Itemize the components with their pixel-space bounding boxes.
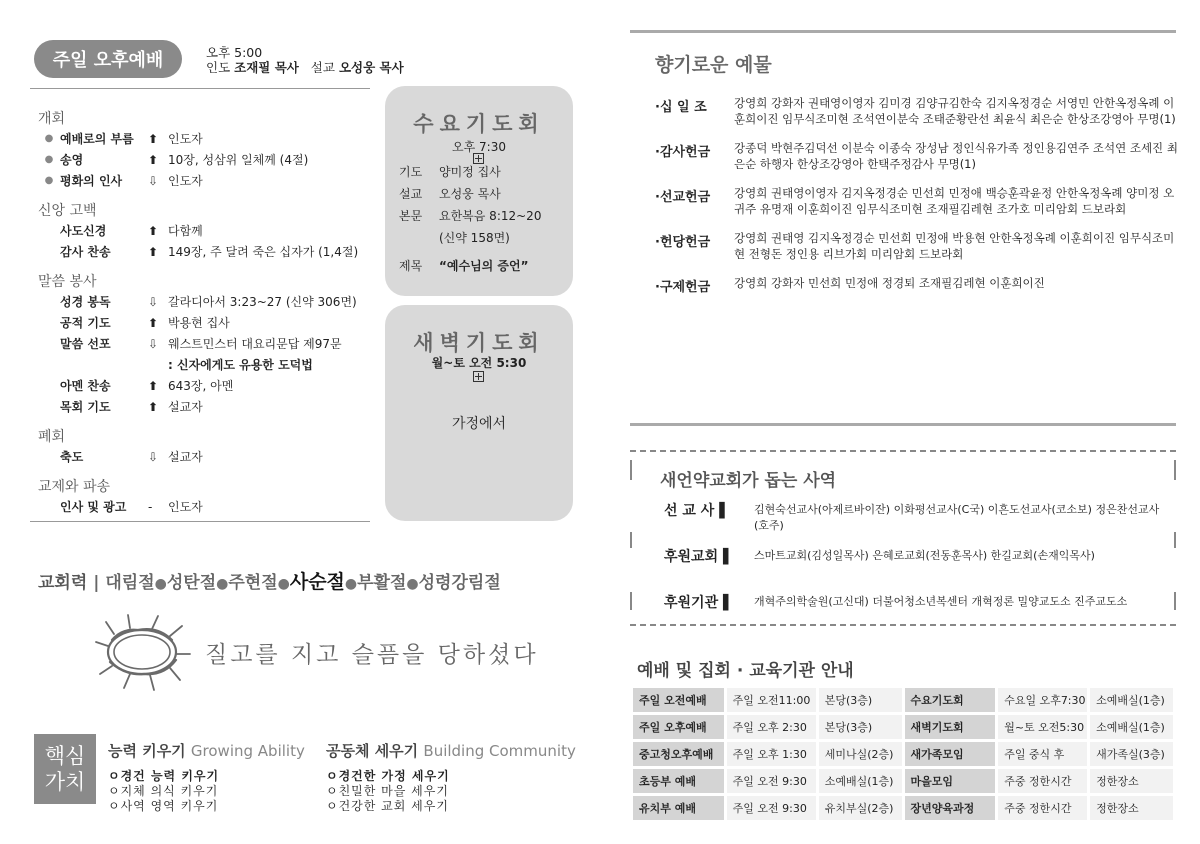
- community-title-en: Building Community: [423, 742, 576, 760]
- cross-plus-icon: [473, 371, 484, 382]
- schedule-place: 정한장소: [1090, 796, 1173, 820]
- missions-box: [630, 450, 1176, 626]
- order-item-value: 인도자: [168, 174, 203, 188]
- dash-icon: -: [148, 499, 153, 514]
- calendar-theme: 질고를 지고 슬픔을 당하셨다: [205, 642, 539, 668]
- order-item-value: 설교자: [168, 400, 203, 414]
- wednesday-time: 오후 7:30: [452, 140, 506, 154]
- order-item-value: 인도자: [168, 132, 203, 146]
- order-item: [38, 375, 378, 396]
- season: 주현절: [228, 573, 278, 593]
- service-time: 오후 5:00: [206, 45, 263, 60]
- stand-up-arrow-icon: ⬆: [148, 131, 159, 146]
- schedule-time: 주중 정한시간: [998, 796, 1087, 820]
- offering-label: ·헌당헌금: [655, 235, 711, 250]
- order-item: [38, 149, 378, 170]
- order-of-worship: [38, 108, 378, 517]
- order-item-value: 설교자: [168, 450, 203, 464]
- schedule-place: 본당(3층): [819, 715, 902, 739]
- offering-names: 강종덕 박현주김덕선 이분숙 이종숙 장성남 정인식유가족 정인용김연주 조석연 조세진 최은순 하행자 한상조강영아 한택주정감사 무명(1): [734, 141, 1178, 171]
- sit-down-arrow-icon: ⇩: [148, 294, 159, 309]
- wednesday-row-label: [399, 229, 427, 251]
- schedule-row: [633, 796, 1173, 820]
- offering-row: [655, 230, 1180, 262]
- offering-label: ·구제헌금: [655, 280, 711, 295]
- schedule-row: [633, 715, 1173, 739]
- schedule-title: 예배 및 집회 · 교육기관 안내: [637, 661, 854, 681]
- calendar-label: 교회력: [38, 573, 88, 593]
- mission-label-text: 선 교 사: [664, 503, 715, 519]
- mission-names: 스마트교회(김성일목사) 은혜로교회(전동훈목사) 한길교회(손재익목사): [754, 549, 1095, 562]
- wednesday-row-value: “예수님의 증언”: [439, 259, 529, 273]
- schedule-name: 중고청오후예배: [633, 742, 724, 766]
- core-values-label: [34, 734, 96, 804]
- wednesday-row: [399, 163, 569, 185]
- offering-label: ·십 일 조: [655, 100, 707, 115]
- schedule-name: 수요기도회: [905, 688, 996, 712]
- stand-up-arrow-icon: ⬆: [148, 378, 159, 393]
- stand-up-arrow-icon: ⬆: [148, 399, 159, 414]
- order-item-value: 웨스트민스터 대요리문답 제97문: [168, 337, 342, 351]
- core-values-community: [326, 740, 576, 814]
- season: 부활절: [357, 573, 407, 593]
- offerings-title: 향기로운 예물: [655, 54, 772, 76]
- offering-row: [655, 95, 1180, 127]
- mission-names: 개혁주의학술원(고신대) 더불어청소년복센터 개혁정론 밀양교도소 진주교도소: [754, 595, 1128, 608]
- wednesday-row: [399, 185, 569, 207]
- schedule-name: 주일 오후예배: [633, 715, 724, 739]
- schedule-time: 주일 오후 1:30: [727, 742, 816, 766]
- core-value-item: ㅇ경건한 가정 세우기: [326, 769, 450, 783]
- wednesday-row: [399, 207, 569, 229]
- core-values-ability: [108, 740, 305, 814]
- schedule-name: 초등부 예배: [633, 769, 724, 793]
- core-value-item: ㅇ사역 영역 키우기: [108, 799, 219, 813]
- offering-names: 강영희 권태영 김지옥정경순 민선희 민정애 박용현 안한옥정옥례 이훈희이진 임무식조미현 전형돈 정인용 리브가회 미리암회 드보라회: [734, 231, 1175, 261]
- sit-down-arrow-icon: ⇩: [148, 449, 159, 464]
- bar-icon: ▌: [719, 503, 730, 519]
- schedule-row: [633, 688, 1173, 712]
- order-item: [38, 496, 378, 517]
- season: 대림절: [105, 573, 155, 593]
- order-item: [38, 446, 378, 467]
- order-divider: [30, 521, 370, 522]
- schedule-name: 새가족모임: [905, 742, 996, 766]
- mission-label: [664, 592, 754, 612]
- section-title: 교제와 파송: [38, 479, 111, 495]
- dawn-prayer-box: [385, 305, 573, 521]
- leader-name: 조재필 목사: [234, 60, 299, 75]
- bar-icon: ▌: [722, 595, 734, 611]
- schedule-table: [630, 685, 1176, 823]
- schedule-name: 주일 오전예배: [633, 688, 724, 712]
- ability-list: [108, 769, 305, 814]
- offering-label: ·선교헌금: [655, 190, 711, 205]
- mission-row: [664, 500, 1174, 534]
- order-item-name: 말씀 선포: [60, 337, 111, 351]
- bullet-dot: ●: [44, 133, 54, 144]
- offering-label: ·감사헌금: [655, 145, 711, 160]
- order-item-name: 평화의 인사: [60, 174, 123, 188]
- dashed-edge: [630, 460, 632, 480]
- stand-up-arrow-icon: ⬆: [148, 152, 159, 167]
- wednesday-row-value: 요한복음 8:12~20: [439, 209, 542, 223]
- wednesday-title: 수요기도회: [413, 112, 545, 136]
- header-divider: [30, 88, 370, 89]
- community-list: [326, 769, 576, 814]
- order-item: [38, 396, 378, 417]
- order-item-name: 축도: [60, 450, 84, 464]
- schedule-time: 월~토 오전5:30: [998, 715, 1087, 739]
- season-dot: ●: [216, 576, 229, 592]
- order-item: [38, 354, 378, 375]
- stand-up-arrow-icon: ⬆: [148, 244, 159, 259]
- wednesday-row-label: 기도: [399, 165, 423, 179]
- order-item-name: 감사 찬송: [60, 245, 111, 259]
- offering-row: [655, 275, 1180, 295]
- stand-up-arrow-icon: ⬆: [148, 315, 159, 330]
- order-item-name: 공적 기도: [60, 316, 111, 330]
- mission-names: 김현숙선교사(아제르바이잔) 이화평선교사(C국) 이흔도선교사(코소보) 정은찬선교사(호주): [754, 503, 1160, 532]
- order-item-value: 10장, 성삼위 일체께 (4절): [168, 153, 309, 167]
- offering-names: 강영희 강화자 권태영이영자 김미경 김양규김한숙 김지옥정경순 서영민 안한옥정옥례 이훈희이진 임무식조미현 조석연이분숙 조태준황란선 최윤식 최은순 한상조강영아 무명(1): [734, 96, 1176, 126]
- order-item-name: 인사 및 광고: [60, 500, 127, 514]
- section-title: 개회: [38, 111, 66, 127]
- dashed-edge: [1174, 532, 1176, 548]
- wednesday-details: [399, 163, 569, 279]
- order-item: [38, 291, 378, 312]
- mission-row: [664, 546, 1174, 566]
- community-title: 공동체 세우기: [326, 742, 419, 760]
- offerings-list: [655, 95, 1180, 308]
- season-dot: ●: [344, 576, 358, 592]
- dashed-edge: [1174, 592, 1176, 610]
- order-item: [38, 333, 378, 354]
- current-season: 사순절: [289, 571, 345, 593]
- order-item-name: 아멘 찬송: [60, 379, 111, 393]
- order-item-name: 송영: [60, 153, 84, 167]
- community-heading: [326, 740, 576, 761]
- ability-heading: [108, 740, 305, 761]
- wednesday-prayer-box: [385, 86, 573, 296]
- schedule-name: 마을모임: [905, 769, 996, 793]
- schedule-time: 주일 오전 9:30: [727, 796, 816, 820]
- schedule-row: [633, 742, 1173, 766]
- bullet-dot: ●: [44, 175, 54, 186]
- offering-names: 강영희 권태영이영자 김지옥정경순 민선희 민정애 백승훈곽윤정 안한옥정옥례 양미정 오귀주 유명재 이훈희이진 임무식조미현 조재필김레현 조가호 미리암회 드보라회: [734, 186, 1175, 216]
- service-officiants: [206, 58, 404, 76]
- schedule-place: 새가족실(3층): [1090, 742, 1173, 766]
- wednesday-row-label: 제목: [399, 259, 423, 273]
- sit-down-arrow-icon: ⇩: [148, 173, 159, 188]
- sit-down-arrow-icon: ⇩: [148, 336, 159, 351]
- offering-names: 강영희 강화자 민선희 민정애 정경퇴 조재필김레현 이훈희이진: [734, 276, 1045, 290]
- schedule-place: 소예배실(1층): [1090, 688, 1173, 712]
- schedule-place: 세미나실(2층): [819, 742, 902, 766]
- offering-row: [655, 140, 1180, 172]
- dashed-edge: [630, 592, 632, 610]
- section-title: 말씀 봉사: [38, 274, 97, 290]
- dashed-edge: [630, 532, 632, 548]
- wednesday-row-value: 오성웅 목사: [439, 187, 501, 201]
- wednesday-row-label: 설교: [399, 187, 423, 201]
- order-item-name: 사도신경: [60, 224, 107, 238]
- schedule-time: 주일 오후 2:30: [727, 715, 816, 739]
- wednesday-row-value: 양미정 집사: [439, 165, 501, 179]
- schedule-name: 새벽기도회: [905, 715, 996, 739]
- season-dot: ●: [277, 576, 290, 592]
- section-title: 폐회: [38, 429, 66, 445]
- dawn-time: 월~토 오전 5:30: [431, 356, 527, 370]
- season: 성탄절: [166, 573, 217, 593]
- order-item: [38, 170, 378, 191]
- schedule-row: [633, 769, 1173, 793]
- season: 성령강림절: [418, 573, 501, 593]
- schedule-name: 장년양육과정: [905, 796, 996, 820]
- stand-up-arrow-icon: ⬆: [148, 223, 159, 238]
- season-dot: ●: [406, 576, 419, 592]
- schedule-time: 주일 오전 9:30: [727, 769, 816, 793]
- mission-label: [664, 546, 754, 566]
- ability-title-en: Growing Ability: [190, 742, 305, 760]
- leader-label: 인도: [206, 60, 231, 75]
- order-item-name: 목회 기도: [60, 400, 111, 414]
- core-value-item: ㅇ건강한 교회 세우기: [326, 799, 449, 813]
- order-item: [38, 312, 378, 333]
- wednesday-row-value: (신약 158면): [439, 231, 510, 245]
- order-item-name: 성경 봉독: [60, 295, 111, 309]
- order-item-name: 예배로의 부름: [60, 132, 134, 146]
- sermon-label: 설교: [310, 60, 335, 75]
- crown-of-thorns-icon: [92, 610, 192, 694]
- offering-row: [655, 185, 1180, 217]
- wednesday-row: [399, 229, 569, 251]
- offerings-top-rule: [630, 30, 1176, 33]
- service-title: 주일 오후예배: [34, 40, 182, 78]
- order-item: [38, 128, 378, 149]
- mission-label-text: 후원기관: [664, 595, 719, 611]
- missions-title: 새언약교회가 돕는 사역: [660, 471, 837, 491]
- order-item: [38, 241, 378, 262]
- mission-row: [664, 592, 1174, 612]
- order-item-value: 인도자: [168, 500, 203, 514]
- schedule-name: 유치부 예배: [633, 796, 724, 820]
- schedule-time: 주중 정한시간: [998, 769, 1087, 793]
- core-label-line1: 핵심: [44, 743, 86, 768]
- order-item-value: 643장, 아멘: [168, 379, 234, 393]
- wednesday-row-label: 본문: [399, 209, 423, 223]
- order-item-value: 다함께: [168, 224, 203, 238]
- schedule-place: 정한장소: [1090, 769, 1173, 793]
- section-title: 신앙 고백: [38, 203, 97, 219]
- sermon-name: 오성웅 목사: [338, 60, 404, 75]
- church-calendar: [38, 567, 501, 594]
- core-value-item: ㅇ친밀한 마을 세우기: [326, 784, 449, 798]
- core-label-line2: 가치: [44, 770, 86, 794]
- schedule-time: 주일 오전11:00: [727, 688, 816, 712]
- schedule-place: 본당(3층): [819, 688, 902, 712]
- schedule-time: 주일 중식 후: [998, 742, 1087, 766]
- mission-label-text: 후원교회: [664, 549, 719, 565]
- dawn-place: 가정에서: [451, 416, 507, 432]
- order-item: [38, 220, 378, 241]
- bullet-dot: ●: [44, 154, 54, 165]
- offerings-bottom-rule: [630, 423, 1176, 426]
- schedule-place: 소예배실(1층): [819, 769, 902, 793]
- schedule-place: 소예배실(1층): [1090, 715, 1173, 739]
- calendar-divider: |: [93, 573, 100, 593]
- season-dot: ●: [154, 576, 167, 592]
- bar-icon: ▌: [722, 549, 734, 565]
- order-item-value: 갈라디아서 3:23~27 (신약 306면): [168, 295, 357, 309]
- dashed-edge: [1174, 460, 1176, 480]
- order-item-value: : 신자에게도 유용한 도덕법: [168, 358, 313, 372]
- order-item-value: 149장, 주 달려 죽은 십자가 (1,4절): [168, 245, 359, 259]
- schedule-time: 수요일 오후7:30: [998, 688, 1087, 712]
- mission-label: [664, 500, 754, 534]
- order-item-value: 박용현 집사: [168, 316, 230, 330]
- schedule-place: 유치부실(2층): [819, 796, 902, 820]
- ability-title: 능력 키우기: [108, 742, 186, 760]
- core-value-item: ㅇ경건 능력 키우기: [108, 769, 220, 783]
- wednesday-row: [399, 257, 569, 279]
- dawn-title: 새벽기도회: [413, 331, 545, 355]
- core-value-item: ㅇ지체 의식 키우기: [108, 784, 219, 798]
